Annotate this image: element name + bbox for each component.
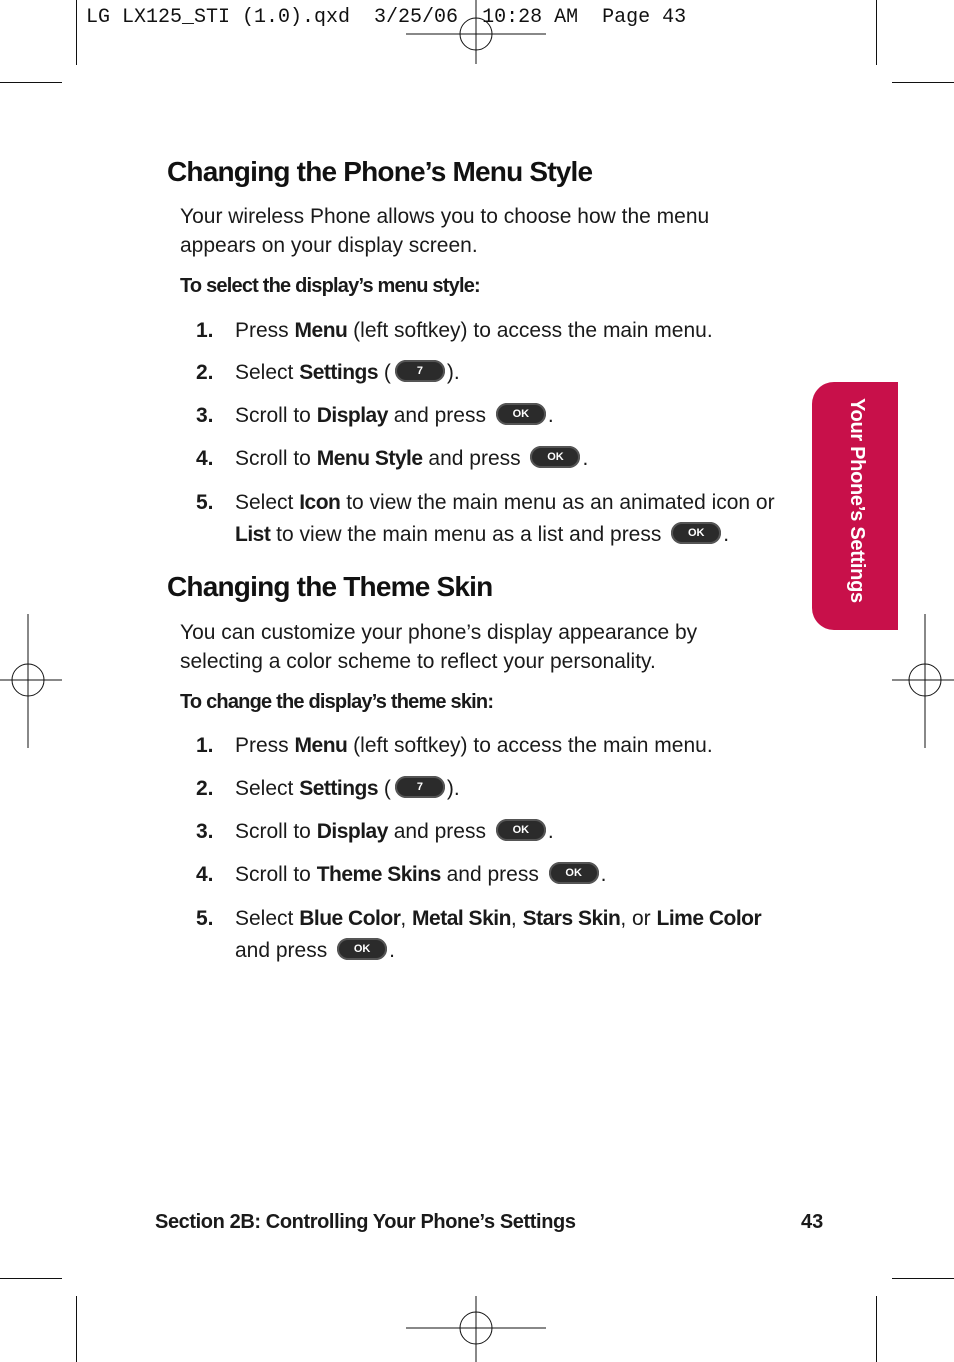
ok-key-icon: OK xyxy=(530,446,580,468)
step-text: Press Menu (left softkey) to access the main menu. xyxy=(235,319,713,342)
crop-mark xyxy=(892,1278,954,1279)
step-number: 2. xyxy=(196,777,214,800)
step-number: 4. xyxy=(196,863,214,886)
step-text: Select Blue Color, Metal Skin, Stars Skin, or Lime Color and press OK . xyxy=(235,907,762,962)
step-text: Scroll to Theme Skins and press OK . xyxy=(235,863,607,886)
ok-key-icon: OK xyxy=(337,938,387,960)
step-text: Select Icon to view the main menu as an animated icon or List to view the main menu as a list and press OK . xyxy=(235,491,775,546)
key-7-icon: 7 xyxy=(395,776,445,798)
step-number: 4. xyxy=(196,447,214,470)
registration-mark-top xyxy=(406,0,546,64)
registration-mark-left xyxy=(0,614,62,748)
key-7-icon: 7 xyxy=(395,360,445,382)
crop-mark xyxy=(0,82,62,83)
section-intro: You can customize your phone’s display appearance by selecting a color scheme to reflect your personality. xyxy=(180,621,698,673)
section-intro: Your wireless Phone allows you to choose how the menu appears on your display screen. xyxy=(180,205,710,257)
registration-mark-bottom xyxy=(406,1296,546,1362)
step-text: Scroll to Menu Style and press OK . xyxy=(235,447,589,470)
step-number: 5. xyxy=(196,907,214,930)
step-number: 1. xyxy=(196,734,214,757)
step-text: Scroll to Display and press OK . xyxy=(235,404,554,427)
step-number: 5. xyxy=(196,491,214,514)
crop-mark xyxy=(876,1296,877,1362)
ok-key-icon: OK xyxy=(496,819,546,841)
crop-mark xyxy=(892,82,954,83)
footer-section-title: Section 2B: Controlling Your Phone’s Settings xyxy=(155,1211,576,1233)
ok-key-icon: OK xyxy=(549,862,599,884)
section-title-menu-style: Changing the Phone’s Menu Style xyxy=(167,156,593,187)
step-text: Select Settings ( 7 ). xyxy=(235,361,460,384)
crop-mark xyxy=(76,1296,77,1362)
step-text: Scroll to Display and press OK . xyxy=(235,820,554,843)
section-subhead: To change the display’s theme skin: xyxy=(180,691,494,713)
section-title-theme-skin: Changing the Theme Skin xyxy=(167,571,493,602)
step-text: Press Menu (left softkey) to access the main menu. xyxy=(235,734,713,757)
step-number: 2. xyxy=(196,361,214,384)
crop-mark xyxy=(0,1278,62,1279)
step-number: 3. xyxy=(196,404,214,427)
step-number: 3. xyxy=(196,820,214,843)
crop-mark xyxy=(76,0,77,65)
section-subhead: To select the display’s menu style: xyxy=(180,275,480,297)
ok-key-icon: OK xyxy=(496,403,546,425)
step-number: 1. xyxy=(196,319,214,342)
print-slug: LG LX125_STI (1.0).qxd 3/25/06 10:28 AM Page 43 xyxy=(86,6,687,29)
crop-mark xyxy=(876,0,877,65)
step-text: Select Settings ( 7 ). xyxy=(235,777,460,800)
side-tab-label: Your Phone’s Settings xyxy=(846,398,868,603)
ok-key-icon: OK xyxy=(671,522,721,544)
registration-mark-right xyxy=(892,614,954,748)
page-number: 43 xyxy=(801,1211,824,1233)
